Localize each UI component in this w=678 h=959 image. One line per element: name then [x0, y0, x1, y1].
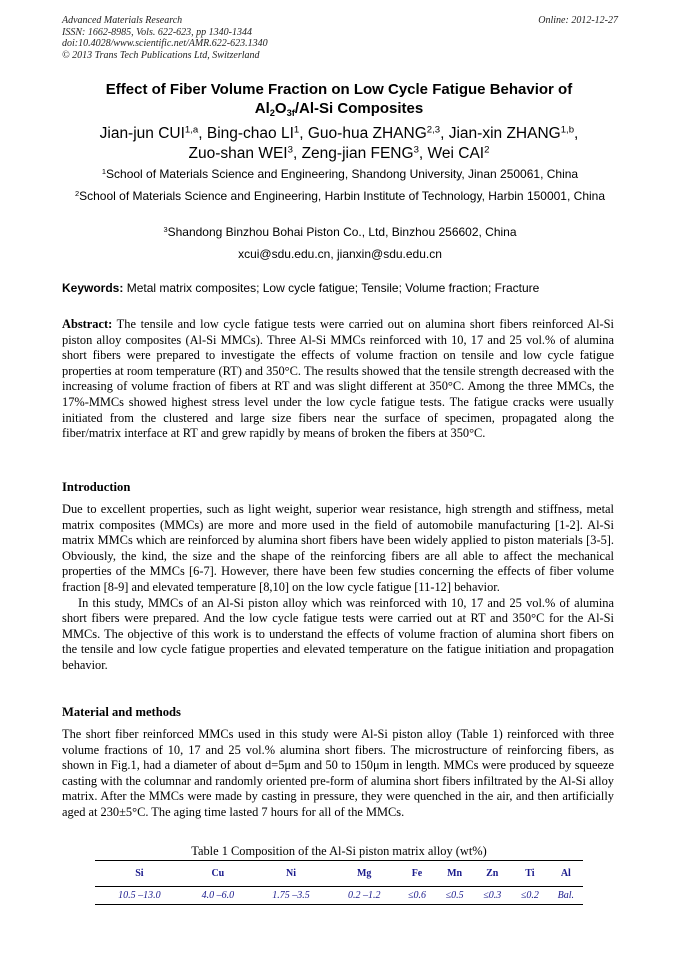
paragraph: In this study, MMCs of an Al-Si piston alloy which was reinforced with 10, 17 and 25 vol.% of alumina short fibers were prepared. And the low cycle fatigue tests were carried out at RT and 350°C for the Al-Si MMCs. The objective of this work is to understand the effects of volume fraction of alumina short fibers on the tensile and low cycle fatigue properties and elevated temperature on the fatigue initiation and propagation behavior.: [62, 595, 614, 672]
abstract: [62, 317, 614, 442]
affiliation-2: $^2$School of Materials Science and Engineering, Harbin Institute of Technology, Harbin 150001, China: [74, 188, 606, 203]
table-row: [95, 887, 583, 905]
keywords-text: Metal matrix composites; Low cycle fatigue; Tensile; Volume fraction; Fracture: [123, 281, 540, 295]
journal-header: [62, 15, 618, 61]
table-cell: 10.5 –13.0: [95, 887, 184, 905]
paper-title: [40, 80, 638, 118]
author-name: Jian-jun CUI: [99, 125, 185, 142]
table-cell: 1.75 –3.5: [252, 887, 330, 905]
author-line-1: Jian-jun CUI$^{1,a}$, Bing-chao $LI^1$, Guo-hua ZHANG$^{2,3}$, Jian-xin ZHANG$^{1,b}$,: [99, 124, 579, 142]
table-header-cell: Ni: [252, 861, 330, 887]
section-heading-methods: Material and methods: [62, 705, 181, 719]
methods-body: [62, 727, 614, 821]
contact-emails[interactable]: xcui@sdu.edu.cn, jianxin@sdu.edu.cn: [238, 247, 442, 261]
author-name: Zeng-jian FENG: [301, 145, 414, 162]
title-line-2: $Al_2O_{3f}/Al-Si$ Composites: [254, 100, 424, 118]
table-header-cell: Mn: [436, 861, 474, 887]
author-name: Wei CAI: [427, 145, 485, 162]
table-header-cell: Fe: [398, 861, 436, 887]
table-cell: ≤0.2: [511, 887, 549, 905]
table-cell: ≤0.5: [436, 887, 474, 905]
table-cell: Bal.: [549, 887, 583, 905]
table-header-cell: Zn: [473, 861, 511, 887]
author-name: Bing-chao LI: [206, 125, 294, 142]
table-header-cell: Ti: [511, 861, 549, 887]
table-header-cell: Mg: [330, 861, 398, 887]
table-header-cell: Cu: [184, 861, 252, 887]
author-name: Guo-hua ZHANG: [307, 125, 427, 142]
table-cell: 0.2 –1.2: [330, 887, 398, 905]
abstract-text: The tensile and low cycle fatigue tests were carried out on alumina short fibers reinforced Al-Si piston alloy composites (Al-Si MMCs). Three Al-Si MMCs reinforced with 10, 17 and 25 vol.% of alumina short fibers were prepared to investigate the effects of volume fraction on tensile and low cycle fatigue properties at room temperature (RT) and 350°C. The results showed that the tensile strength decreased with the increasing of volume fraction of fibers at RT and was slight different at 350°C. Among the three MMCs, the 17%-MMCs showed highest stress level under the low cycle fatigue tests. The fatigue cracks were usually initiated from the clustered and large size fibers near the surface of specimen, propagated along the fiber/matrix interface at RT and grew rapidly by means of broken the fibers at 350°C.: [62, 317, 614, 441]
author-line-2: Zuo-shan WEI$^3$, Zeng-jian FENG$^3$, Wei CAI$^2$: [188, 144, 490, 162]
author-name: Jian-xin ZHANG: [448, 125, 561, 142]
table-header-row: [95, 861, 583, 887]
journal-name: Advanced Materials Research: [62, 15, 183, 26]
table-cell: ≤0.6: [398, 887, 436, 905]
doi-line[interactable]: doi:10.4028/www.scientific.net/AMR.622-623.1340: [62, 38, 268, 50]
issn-line: ISSN: 1662-8985, Vols. 622-623, pp 1340-1344: [62, 26, 252, 38]
author-name: Zuo-shan WEI: [188, 145, 288, 162]
table-header-cell: Al: [549, 861, 583, 887]
copyright-line: © 2013 Trans Tech Publications Ltd, Switzerland: [62, 49, 260, 61]
keywords: [62, 280, 618, 296]
composition-table: [95, 860, 583, 905]
table-cell: ≤0.3: [473, 887, 511, 905]
author-list: [40, 124, 638, 164]
abstract-label: Abstract:: [62, 317, 113, 331]
table-header-cell: Si: [95, 861, 184, 887]
title-line-1: Effect of Fiber Volume Fraction on Low Cycle Fatigue Behavior of: [105, 81, 573, 98]
online-date: Online: 2012-12-27: [538, 15, 618, 26]
paragraph: The short fiber reinforced MMCs used in this study were Al-Si piston alloy (Table 1) reinforced with three volume fractions of 10, 17 and 25 vol.% alumina short fibers. The microstructure of reinforcing fibers, as shown in Fig.1, had a diameter of about d=5μm and 50 to 150μm in length. MMCs were produced by squeeze casting with the columnar and randomly oriented pre-form of alumina short fibers infiltrated by the Al-Si alloy matrix. After the MMCs were made by casting in pressure, they were quenched in the air, and then artificially aged at 230±5°C. The aging time lasted 7 hours for all of the MMCs.: [62, 727, 614, 819]
affiliation-3: $^3$Shandong Binzhou Bohai Piston Co., Ltd, Binzhou 256602, China: [163, 224, 517, 239]
keywords-label: Keywords:: [62, 281, 124, 295]
introduction-body: [62, 502, 614, 674]
paragraph: Due to excellent properties, such as light weight, superior wear resistance, high strength and stiffness, metal matrix composites (MMCs) are more and more used in the field of automobile manufacturing [1-2]. Al-Si matrix MMCs which are reinforced by alumina short fibers have been widely applied to piston materials [3-5]. Obviously, the kind, the size and the shape of the reinforcing fibers are all able to affect the mechanical properties of the MMCs [6-7]. However, there have been few studies concerning the effects of fiber volume fraction [8-9] and elevated temperature [8,10] on the low cycle fatigue [11-12] behavior.: [62, 502, 614, 594]
section-heading-introduction: Introduction: [62, 480, 131, 494]
table-caption: Table 1 Composition of the Al-Si piston matrix alloy (wt%): [191, 844, 487, 858]
table-cell: 4.0 –6.0: [184, 887, 252, 905]
affiliation-1: $^1$School of Materials Science and Engineering, Shandong University, Jinan 250061, China: [101, 166, 579, 181]
